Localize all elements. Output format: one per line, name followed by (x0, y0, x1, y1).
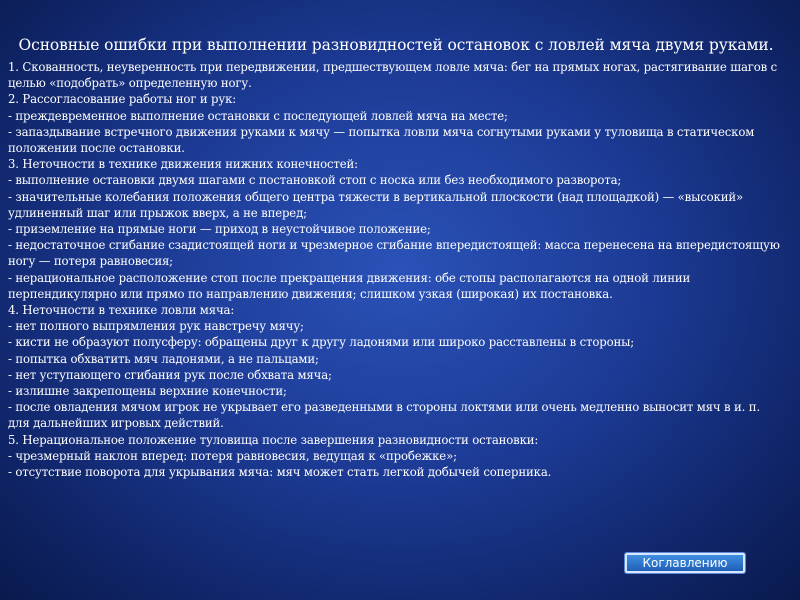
list-item: - попытка обхватить мяч ладонями, а не пальцами; (8, 351, 319, 366)
list-item: - запаздывание встречного движения руками к мячу — попытка ловли мяча согнутыми руками у туловища в статическом положении после остановки. (8, 124, 755, 156)
list-item: 5. Нерациональное положение туловища после завершения разновидности остановки: (8, 432, 539, 447)
list-item: - выполнение остановки двумя шагами с постановкой стоп с носка или без необходимого разворота; (8, 173, 622, 188)
list-item: - кисти не образуют полусферу: обращены друг к другу ладонями или широко расставлены в стороны; (8, 335, 635, 350)
list-item: - излишне закрепощены верхние конечности; (8, 384, 287, 399)
slide-content (8, 36, 784, 480)
list-item: - отсутствие поворота для укрывания мяча: мяч может стать легкой добычей соперника. (8, 465, 552, 480)
list-item: - недостаточное сгибание сзадистоящей ноги и чрезмерное сгибание впередистоящей: масса перенесена на впередистоящую ногу — потеря равновесия; (8, 238, 780, 269)
table-of-contents-button[interactable]: Коглавлению (625, 553, 745, 573)
list-item: 4. Неточности в технике ловли мяча: (8, 303, 235, 318)
error-list (8, 59, 784, 480)
list-item: - нет уступающего сгибания рук после обхвата мяча; (8, 367, 332, 382)
list-item: - чрезмерный наклон вперед: потеря равновесия, ведущая к «пробежке»; (8, 448, 457, 463)
list-item: - нет полного выпрямления рук навстречу мячу; (8, 319, 304, 334)
list-item: - нерациональное расположение стоп после прекращения движения: обе стопы располагаются на одной линии перпендикулярно или прямо по направлению движения; слишком узкая (широкая) их постановка. (8, 270, 691, 301)
list-item: 1. Скованность, неуверенность при передвижении, предшествующем ловле мяча: бег на прямых ногах, растягивание шагов с целью «подобрать» определенную ногу. (8, 60, 778, 91)
list-item: - преждевременное выполнение остановки с последующей ловлей мяча на месте; (8, 108, 508, 123)
list-item: 2. Рассогласование работы ног и рук: (8, 92, 237, 107)
list-item: - после овладения мячом игрок не укрывает его разведенными в стороны локтями или очень медленно выносит мяч в и. п. для дальнейших игровых действий. (8, 400, 761, 431)
list-item: 3. Неточности в технике движения нижних конечностей: (8, 157, 358, 172)
list-item: - приземление на прямые ноги — приход в неустойчивое положение; (8, 222, 431, 237)
slide-title: Основные ошибки при выполнении разновидностей остановок с ловлей мяча двумя руками. (18, 36, 774, 54)
list-item: - значительные колебания положения общего центра тяжести в вертикальной плоскости (над площадкой) — «высокий» удлиненный шаг или прыжок вверх, а не вперед; (8, 189, 743, 220)
